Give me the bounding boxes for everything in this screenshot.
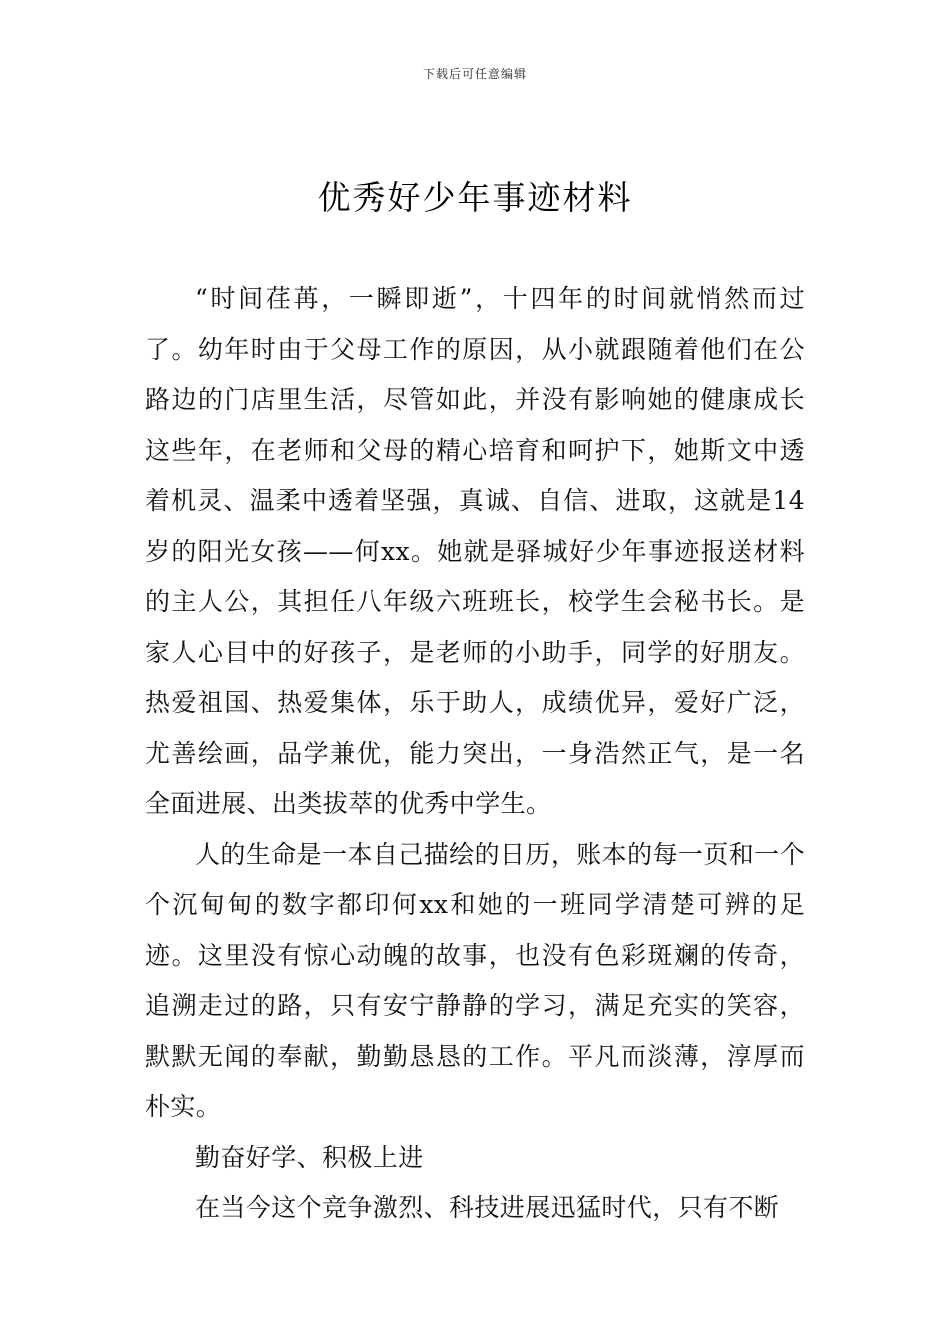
paragraph-life-calendar: 人的生命是一本自己描绘的日历，账本的每一页和一个个沉甸甸的数字都印何xx和她的一班同学清楚可辨的足迹。这里没有惊心动魄的故事，也没有色彩斑斓的传奇，追溯走过的路，只有安宁静静的学习，满足充实的笑容，默默无闻的奉献，勤勤恳恳的工作。平凡而淡薄，淳厚而朴实。 — [145, 839, 805, 1121]
paragraph-intro: “时间荏苒，一瞬即逝”，十四年的时间就悄然而过了。幼年时由于父母工作的原因，从小就跟随着他们在公路边的门店里生活，尽管如此，并没有影响她的健康成长这些年，在老师和父母的精心培育和呵护下，她斯文中透着机灵、温柔中透着坚强，真诚、自信、进取，这就是14岁的阳光女孩——何xx。她就是驿城好少年事迹报送材料的主人公，其担任八年级六班班长，校学生会秘书长。是家人心目中的好孩子，是老师的小助手，同学的好朋友。热爱祖国、热爱集体，乐于助人，成绩优异，爱好广泛，尤善绘画，品学兼优，能力突出，一身浩然正气，是一名全面进展、出类拔萃的优秀中学生。 — [145, 284, 805, 818]
section-heading: 勤奋好学、积极上进 — [195, 1142, 424, 1172]
document-title: 优秀好少年事迹材料 — [317, 178, 633, 217]
document-body — [145, 274, 805, 1234]
page-header: 下载后可任意编辑 — [422, 67, 527, 81]
paragraph-study: 在当今这个竞争激烈、科技进展迅猛时代，只有不断 — [195, 1193, 780, 1222]
